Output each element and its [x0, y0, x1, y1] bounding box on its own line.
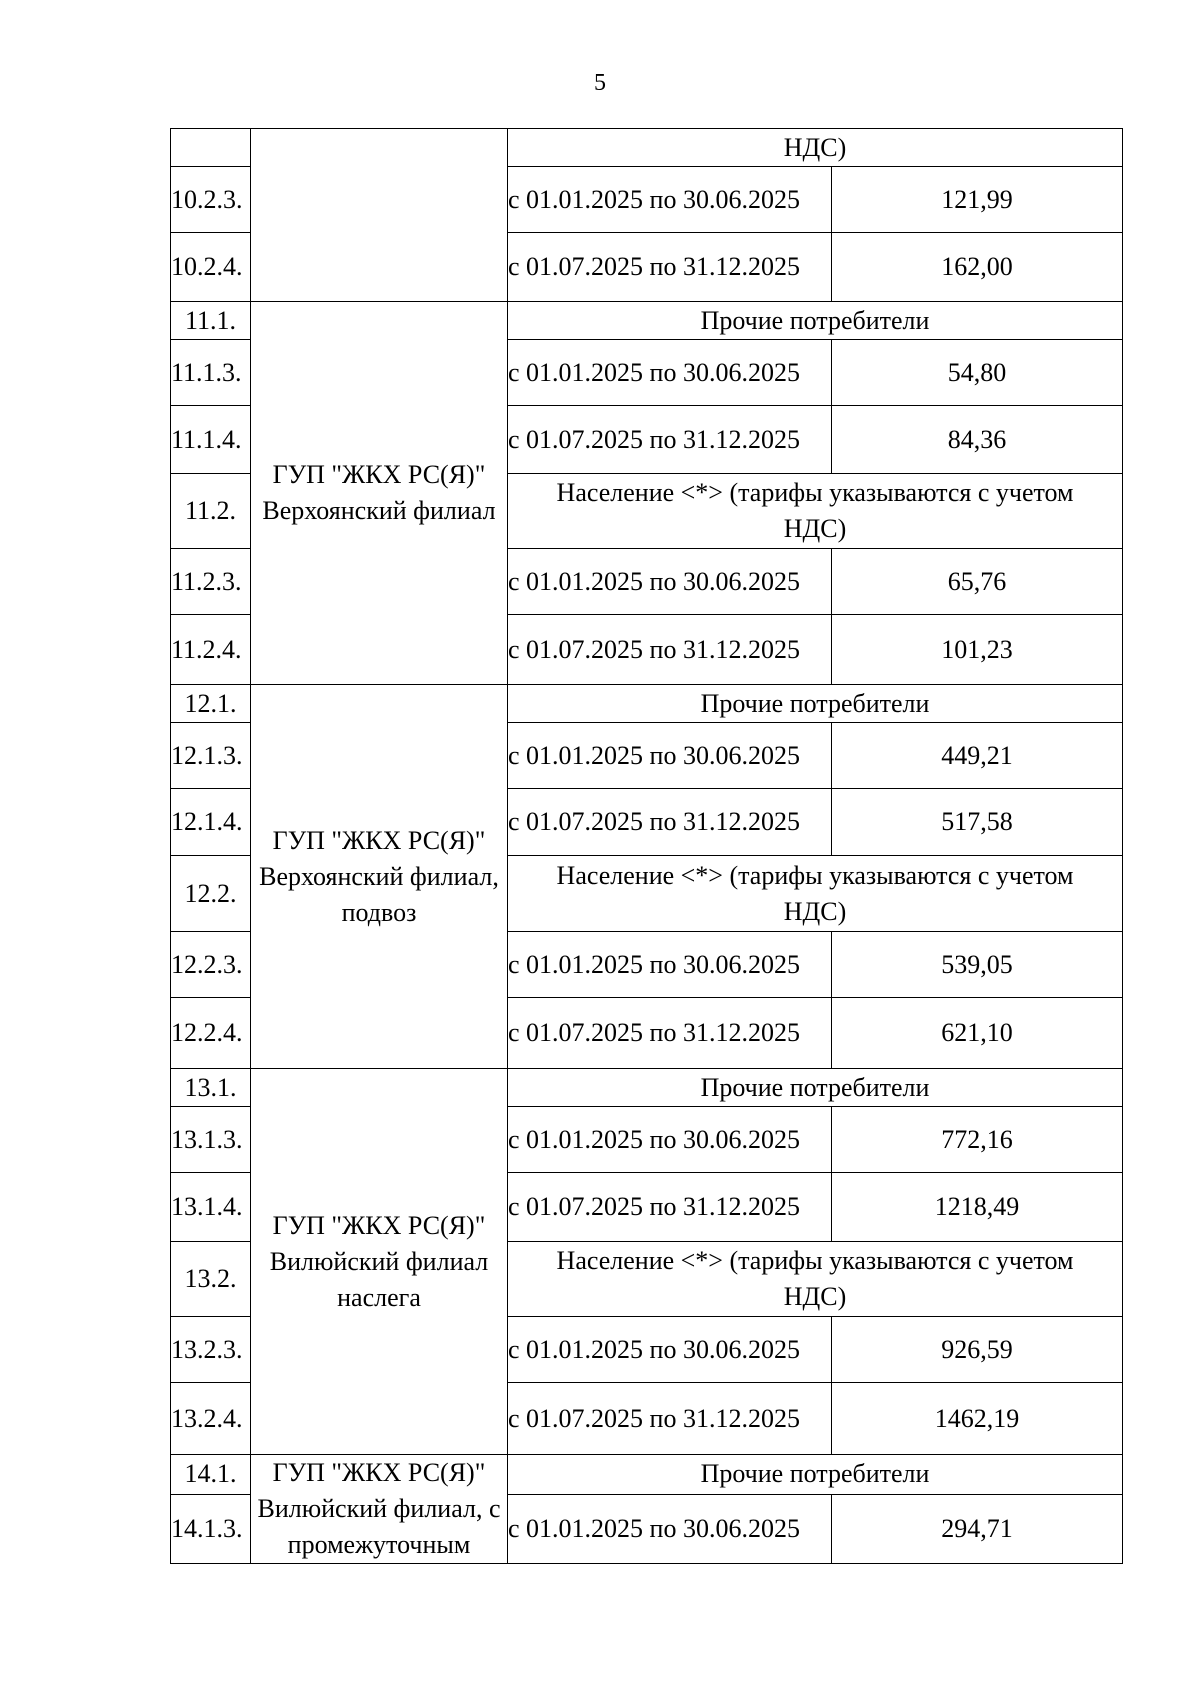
period-cell: с 01.07.2025 по 31.12.2025	[508, 1173, 832, 1242]
tariff-value: 121,99	[832, 167, 1123, 233]
tariff-value: 1218,49	[832, 1173, 1123, 1242]
tariff-value: 517,58	[832, 789, 1123, 856]
row-number: 10.2.4.	[171, 233, 251, 302]
page-number: 5	[594, 70, 606, 96]
tariff-value: 162,00	[832, 233, 1123, 302]
org-branch: Вилюйский филиал	[269, 1246, 489, 1276]
table-row	[171, 302, 1123, 340]
row-number: 12.2.4.	[171, 998, 251, 1069]
row-number: 12.2.3.	[171, 932, 251, 998]
organization-cell	[251, 302, 508, 685]
row-number: 13.1.3.	[171, 1107, 251, 1173]
row-number: 13.2.3.	[171, 1317, 251, 1383]
organization-cell	[251, 129, 508, 302]
category-line: Население <*> (тарифы указываются с учетом	[556, 1246, 1074, 1275]
row-number: 13.1.4.	[171, 1173, 251, 1242]
table-row	[171, 1455, 1123, 1495]
org-branch: Верхоянский филиал	[262, 496, 496, 525]
organization-cell	[251, 1069, 508, 1455]
row-number: 10.2.3.	[171, 167, 251, 233]
category-header: Прочие потребители	[508, 685, 1123, 723]
category-line: Население <*> (тарифы указываются с учетом	[556, 478, 1074, 507]
row-number: 11.2.4.	[171, 615, 251, 685]
org-branch: Вилюйский филиал, с	[257, 1494, 501, 1523]
category-header	[508, 856, 1123, 932]
category-header: НДС)	[508, 129, 1123, 167]
tariff-value: 621,10	[832, 998, 1123, 1069]
row-number: 13.2.	[171, 1242, 251, 1317]
category-header: Прочие потребители	[508, 1455, 1123, 1495]
period-cell: с 01.01.2025 по 30.06.2025	[508, 1317, 832, 1383]
period-cell: с 01.01.2025 по 30.06.2025	[508, 549, 832, 615]
org-branch: промежуточным	[287, 1530, 471, 1559]
organization-cell	[251, 685, 508, 1069]
tariff-table	[170, 128, 1123, 1564]
period-cell: с 01.07.2025 по 31.12.2025	[508, 233, 832, 302]
period-cell: с 01.07.2025 по 31.12.2025	[508, 789, 832, 856]
tariff-value: 772,16	[832, 1107, 1123, 1173]
period-cell: с 01.07.2025 по 31.12.2025	[508, 1383, 832, 1455]
org-name: ГУП "ЖКХ РС(Я)"	[272, 1458, 486, 1487]
row-number: 11.2.3.	[171, 549, 251, 615]
row-number: 11.2.	[171, 474, 251, 549]
category-line: НДС)	[783, 896, 847, 926]
row-number: 14.1.	[171, 1455, 251, 1495]
row-number: 13.2.4.	[171, 1383, 251, 1455]
period-cell: с 01.01.2025 по 30.06.2025	[508, 340, 832, 406]
period-cell: с 01.07.2025 по 31.12.2025	[508, 615, 832, 685]
table-row	[171, 685, 1123, 723]
category-line: Население <*> (тарифы указываются с учетом	[556, 860, 1074, 890]
period-cell: с 01.07.2025 по 31.12.2025	[508, 406, 832, 474]
row-number: 12.1.	[171, 685, 251, 723]
table-row	[171, 1069, 1123, 1107]
category-line: НДС)	[783, 1282, 847, 1311]
tariff-value: 294,71	[832, 1494, 1123, 1563]
row-number: 12.1.3.	[171, 723, 251, 789]
tariff-value: 1462,19	[832, 1383, 1123, 1455]
row-number: 11.1.4.	[171, 406, 251, 474]
period-cell: с 01.01.2025 по 30.06.2025	[508, 167, 832, 233]
period-cell: с 01.01.2025 по 30.06.2025	[508, 1107, 832, 1173]
category-header: Прочие потребители	[508, 302, 1123, 340]
row-number: 13.1.	[171, 1069, 251, 1107]
category-line: НДС)	[783, 514, 847, 543]
org-branch: подвоз	[341, 897, 417, 927]
category-header	[508, 1242, 1123, 1317]
row-number: 11.1.	[171, 302, 251, 340]
tariff-value: 539,05	[832, 932, 1123, 998]
org-branch: наслега	[337, 1282, 421, 1312]
tariff-value: 926,59	[832, 1317, 1123, 1383]
row-number: 11.1.3.	[171, 340, 251, 406]
row-number: 12.1.4.	[171, 789, 251, 856]
tariff-value: 449,21	[832, 723, 1123, 789]
org-name: ГУП "ЖКХ РС(Я)"	[272, 825, 486, 855]
period-cell: с 01.01.2025 по 30.06.2025	[508, 723, 832, 789]
category-header	[508, 474, 1123, 549]
period-cell: с 01.01.2025 по 30.06.2025	[508, 1494, 832, 1563]
org-name: ГУП "ЖКХ РС(Я)"	[272, 1210, 486, 1240]
category-header: Прочие потребители	[508, 1069, 1123, 1107]
tariff-value: 54,80	[832, 340, 1123, 406]
period-cell: с 01.07.2025 по 31.12.2025	[508, 998, 832, 1069]
row-number: 14.1.3.	[171, 1494, 251, 1563]
table-row	[171, 129, 1123, 167]
organization-cell	[251, 1455, 508, 1564]
period-cell: с 01.01.2025 по 30.06.2025	[508, 932, 832, 998]
tariff-value: 65,76	[832, 549, 1123, 615]
org-branch: Верхоянский филиал,	[259, 861, 499, 891]
org-name: ГУП "ЖКХ РС(Я)"	[272, 460, 486, 489]
tariff-value: 101,23	[832, 615, 1123, 685]
tariff-value: 84,36	[832, 406, 1123, 474]
row-number	[171, 129, 251, 167]
row-number: 12.2.	[171, 856, 251, 932]
